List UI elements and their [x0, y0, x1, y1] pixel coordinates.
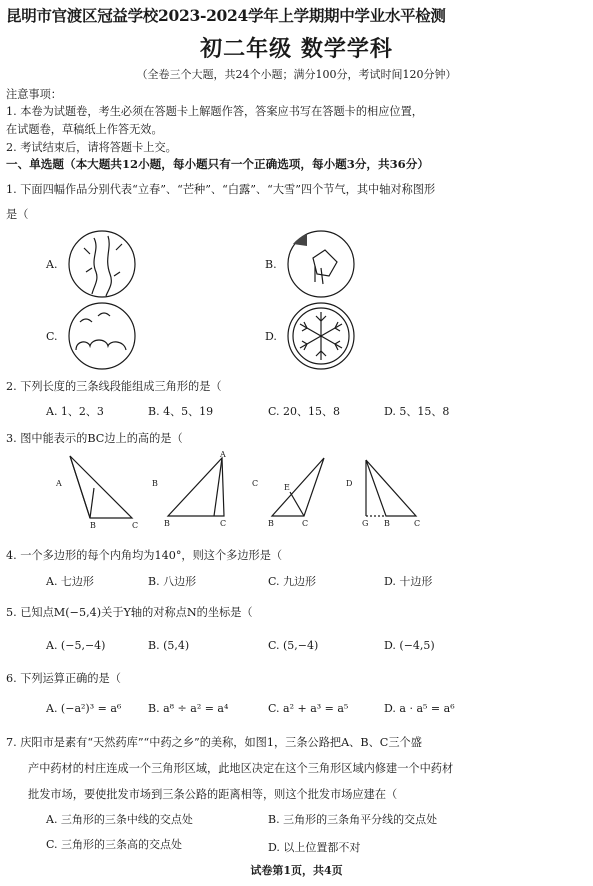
q1-option-b: B.	[265, 258, 277, 271]
q5-option-d: D. (−4,5)	[384, 639, 435, 652]
q3-figure-b-label-b: B	[164, 519, 170, 528]
q3-figure-c	[250, 450, 340, 528]
q7-option-a: A. 三角形的三条中线的交点处	[46, 813, 193, 826]
school-header: 昆明市官渡区冠益学校2023-2024学年上学期期中学业水平检测	[6, 6, 446, 25]
q3-figure-d-label-g: G	[362, 519, 369, 528]
q2-option-a: A. 1、2、3	[46, 405, 104, 418]
q3-figure-c-label-b: B	[268, 519, 274, 528]
page-footer: 试卷第1页，共4页	[250, 864, 343, 877]
section-heading: 一、单选题（本大题共12小题，每小题只有一个正确选项，每小题3分，共36分）	[6, 157, 429, 171]
q3-figure-d-label-c: C	[414, 519, 421, 528]
q3-figure-b-label-a: A	[220, 450, 226, 459]
q3-figure-d	[344, 450, 434, 528]
q6-option-c: C. a² + a³ = a⁵	[268, 702, 349, 715]
q7-option-c: C. 三角形的三条高的交点处	[46, 838, 183, 851]
q1-option-a: A.	[46, 258, 58, 271]
q3-figure-c-label-e: E	[284, 483, 290, 492]
q1-option-c: C.	[46, 330, 58, 343]
q3-figure-d-label-b: B	[384, 519, 390, 528]
q1-stem-line-2: 是（	[6, 208, 29, 221]
notes-heading: 注意事项：	[6, 88, 62, 101]
q6-stem: 6. 下列运算正确的是（	[6, 672, 121, 685]
q7-stem-line-3: 批发市场，要使批发市场到三条公路的距离相等，则这个批发市场应建在（	[28, 788, 398, 801]
q1-option-d: D.	[265, 330, 277, 343]
q4-option-c: C. 九边形	[268, 575, 317, 588]
q4-option-a: A. 七边形	[46, 575, 94, 588]
lichun-image	[66, 228, 138, 300]
q6-option-d: D. a · a⁵ = a⁶	[384, 702, 455, 715]
q3-stem: 3. 图中能表示的BC边上的高的是（	[6, 432, 183, 445]
bailu-image	[66, 300, 138, 372]
q3-figure-d-label: D	[346, 479, 353, 488]
q7-option-d: D. 以上位置都不对	[268, 841, 361, 854]
note-line-3: 2. 考试结束后，请将答题卡上交。	[6, 141, 177, 154]
q3-figure-c-label-c: C	[302, 519, 309, 528]
mangzhong-image	[285, 228, 357, 300]
q5-stem: 5. 已知点M(−5,4)关于Y轴的对称点N的坐标是（	[6, 606, 253, 619]
q2-option-b: B. 4、5、19	[148, 405, 214, 418]
q6-option-b: B. a⁸ ÷ a² = a⁴	[148, 702, 229, 715]
q3-figure-a-label-c: C	[132, 521, 139, 528]
q4-stem: 4. 一个多边形的每个内角均为140°，则这个多边形是（	[6, 549, 283, 562]
q3-figure-a-label-b: B	[90, 521, 96, 528]
q7-stem-line-2: 产中药材的村庄连成一个三角形区域，此地区决定在这个三角形区域内修建一个中药材	[28, 762, 454, 775]
q5-option-b: B. (5,4)	[148, 639, 190, 652]
exam-title: 初二年级 数学学科	[200, 36, 393, 62]
q2-option-d: D. 5、15、8	[384, 405, 450, 418]
q6-option-a: A. (−a²)³ = a⁶	[46, 702, 122, 715]
note-line-1: 1. 本卷为试题卷，考生必须在答题卡上解题作答，答案应书写在答题卡的相应位置，	[6, 105, 423, 118]
q3-figure-b-label-c: C	[220, 519, 227, 528]
q5-option-a: A. (−5,−4)	[46, 639, 106, 652]
q4-option-d: D. 十边形	[384, 575, 433, 588]
q3-figure-a-label: A	[56, 479, 62, 488]
daxue-snowflake-image	[285, 300, 357, 372]
q7-stem-line-1: 7. 庆阳市是素有“天然药库”“中药之乡”的美称，如图1，三条公路把A、B、C三个盛	[6, 736, 422, 749]
q3-figure-b	[150, 450, 240, 528]
q3-figure-a	[54, 450, 144, 528]
q1-stem-line-1: 1. 下面四幅作品分别代表“立春”、“芒种”、“白露”、“大雪”四个节气，其中轴对称图形	[6, 183, 436, 196]
q4-option-b: B. 八边形	[148, 575, 197, 588]
q7-option-b: B. 三角形的三条角平分线的交点处	[268, 813, 438, 826]
q3-figure-c-label: C	[252, 479, 259, 488]
q2-option-c: C. 20、15、8	[268, 405, 341, 418]
q2-stem: 2. 下列长度的三条线段能组成三角形的是（	[6, 380, 222, 393]
exam-subtitle: （全卷三个大题，共24个小题；满分100分，考试时间120分钟）	[136, 68, 457, 81]
q3-figure-b-label: B	[152, 479, 158, 488]
q5-option-c: C. (5,−4)	[268, 639, 319, 652]
note-line-2: 在试题卷，草稿纸上作答无效。	[6, 123, 163, 136]
